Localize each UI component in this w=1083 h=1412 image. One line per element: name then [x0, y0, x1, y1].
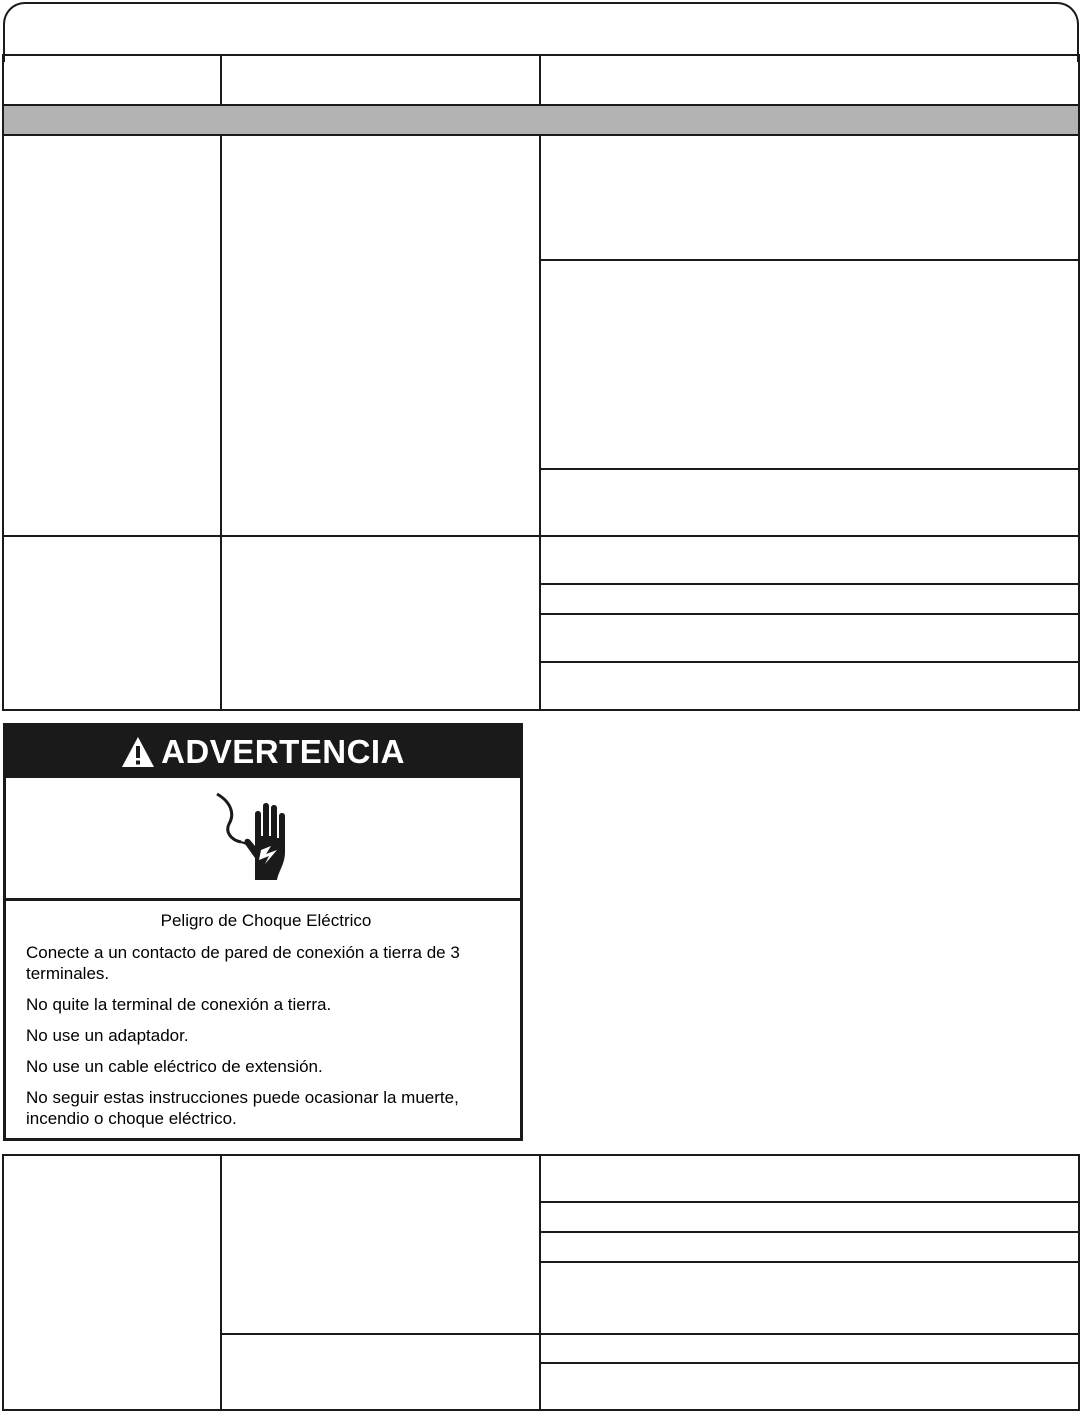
warning-triangle-icon: [121, 736, 155, 768]
warning-heading: Peligro de Choque Eléctrico: [160, 911, 372, 930]
warning-line: No seguir estas instrucciones puede ocasionar la muerte, incendio o choque eléctrico.: [26, 1088, 459, 1128]
section-header-tab: [3, 2, 1079, 62]
category-band: [3, 106, 1079, 134]
warning-line: Conecte a un contacto de pared de conexión a tierra de 3 terminales.: [26, 943, 460, 983]
warning-line: No quite la terminal de conexión a tierra.: [26, 995, 332, 1014]
warning-text: [26, 910, 506, 1139]
warning-line: No use un cable eléctrico de extensión.: [26, 1057, 323, 1076]
warning-header: [6, 726, 520, 778]
warning-title: ADVERTENCIA: [161, 733, 405, 770]
warning-line: No use un adaptador.: [26, 1026, 189, 1045]
warning-box: [3, 723, 523, 1141]
electric-shock-hand-icon: [211, 788, 301, 888]
